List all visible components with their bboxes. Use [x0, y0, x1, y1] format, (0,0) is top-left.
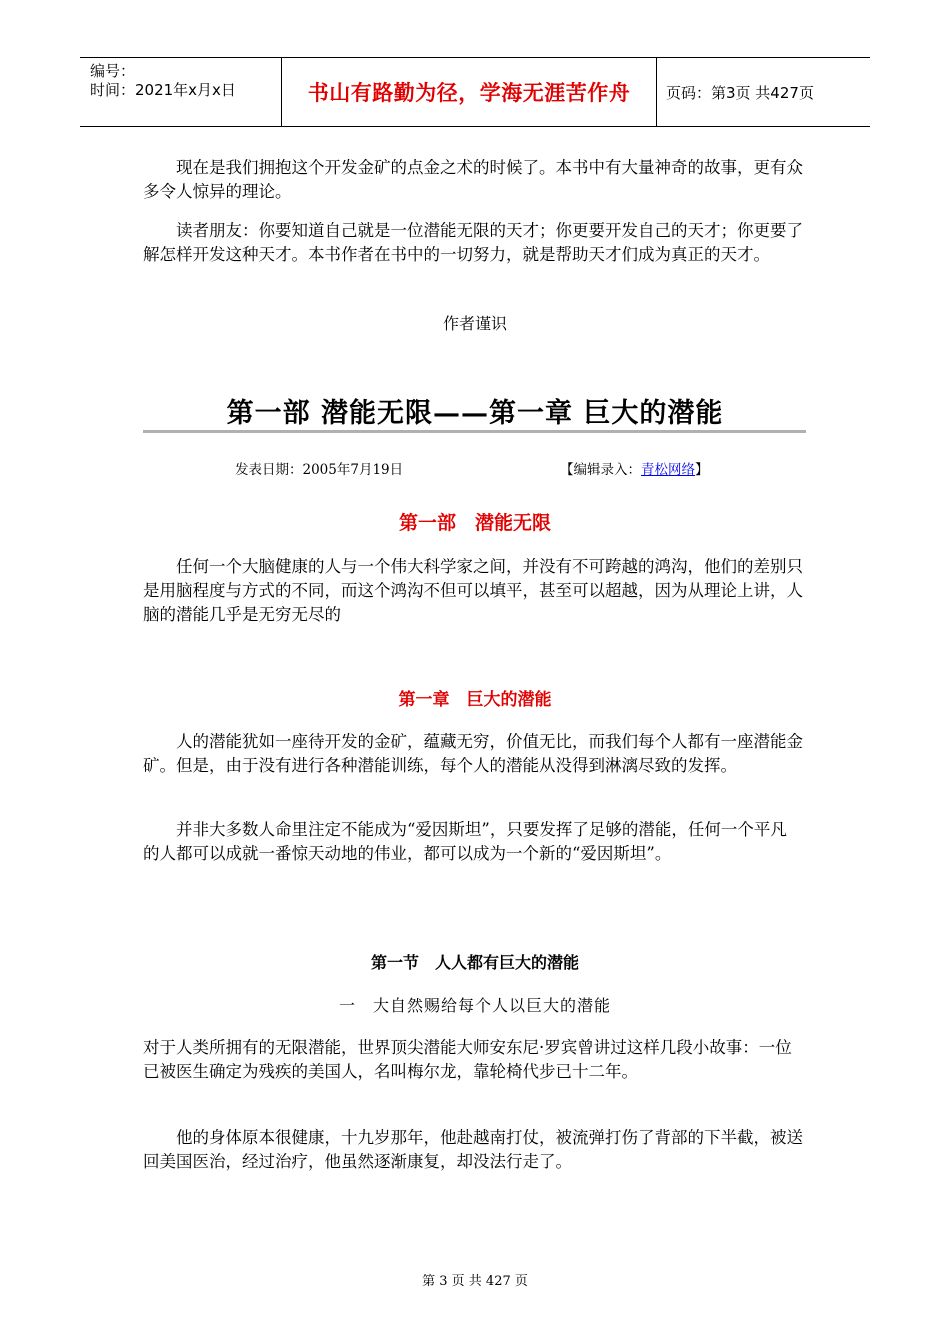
section-paragraph-2: 他的身体原本很健康，十九岁那年，他赴越南打仗，被流弹打伤了背部的下半截，被送回美国医治，经过治疗，他虽然逐渐康复，却没法行走了。 — [143, 1128, 803, 1171]
time-label: 时间：2021年x月x日 — [90, 81, 236, 99]
header-page-cell — [656, 58, 870, 126]
author-signature: 作者谨识 — [442, 314, 507, 333]
chapter-paragraph-1: 人的潜能犹如一座待开发的金矿，蕴藏无穷，价值无比，而我们每个人都有一座潜能金矿。但是，由于没有进行各种潜能训练，每个人的潜能从没得到淋漓尽致的发挥。 — [143, 732, 803, 775]
title-divider — [143, 430, 806, 433]
section-subheading: 一 大自然赐给每个人以巨大的潜能 — [338, 996, 611, 1015]
chapter-paragraph-2: 并非大多数人命里注定不能成为“爱因斯坦”，只要发挥了足够的潜能，任何一个平凡的人都可以成就一番惊天动地的伟业，都可以成为一个新的“爱因斯坦”。 — [143, 820, 787, 863]
document-header — [80, 57, 870, 127]
page-footer: 第 3 页 共 427 页 — [422, 1274, 528, 1289]
editor-prefix: 【编辑录入： — [560, 462, 641, 478]
article-title: 第一部 潜能无限——第一章 巨大的潜能 — [226, 398, 724, 429]
header-motto-cell — [281, 58, 657, 126]
section-heading: 第一节 人人都有巨大的潜能 — [370, 953, 579, 972]
motto-text: 书山有路勤为径，学海无涯苦作舟 — [307, 81, 631, 105]
header-id-cell — [80, 58, 280, 126]
chapter-heading: 第一章 巨大的潜能 — [398, 690, 552, 710]
publish-date: 发表日期：2005年7月19日 — [235, 462, 404, 478]
part-heading: 第一部 潜能无限 — [398, 512, 551, 534]
section-paragraph-1: 对于人类所拥有的无限潜能，世界顶尖潜能大师安东尼·罗宾曾讲过这样几段小故事：一位已被医生确定为残疾的美国人，名叫梅尔龙，靠轮椅代步已十二年。 — [143, 1038, 792, 1081]
page-info: 页码：第3页 共427页 — [666, 83, 814, 102]
intro-paragraph-2: 读者朋友：你要知道自己就是一位潜能无限的天才；你更要开发自己的天才；你更要了解怎样开发这种天才。本书作者在书中的一切努力，就是帮助天才们成为真正的天才。 — [143, 221, 803, 264]
part-paragraph-1: 任何一个大脑健康的人与一个伟大科学家之间，并没有不可跨越的鸿沟，他们的差别只是用脑程度与方式的不同，而这个鸿沟不但可以填平，甚至可以超越，因为从理论上讲，人脑的潜能几乎是无穷无尽的 — [143, 557, 803, 624]
editor-credit — [560, 458, 709, 478]
editor-suffix: 】 — [695, 462, 709, 478]
number-label: 编号： — [90, 62, 136, 80]
editor-link[interactable]: 青松网络 — [641, 462, 695, 478]
intro-paragraph-1: 现在是我们拥抱这个开发金矿的点金之术的时候了。本书中有大量神奇的故事，更有众多令人惊异的理论。 — [143, 158, 803, 201]
